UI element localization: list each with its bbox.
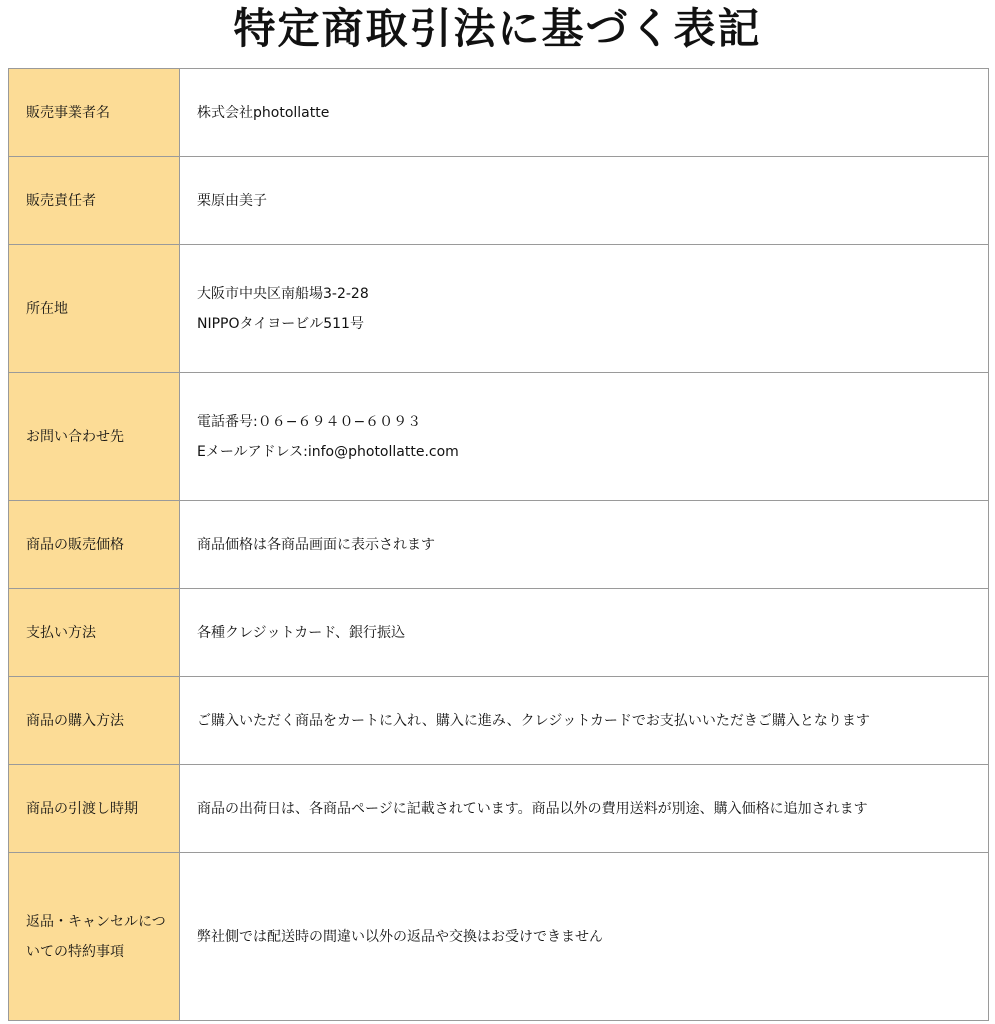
value-line: 栗原由美子 — [197, 192, 267, 209]
row-label-price: 商品の販売価格 — [9, 501, 180, 589]
value-line: 商品の出荷日は、各商品ページに記載されています。商品以外の費用送料が別途、購入価格に追加されます — [197, 800, 868, 817]
row-label-address: 所在地 — [9, 245, 180, 373]
value-line: 各種クレジットカード、銀行振込 — [197, 624, 405, 641]
row-label-payment: 支払い方法 — [9, 589, 180, 677]
row-value-address — [180, 245, 989, 373]
row-label-delivery: 商品の引渡し時期 — [9, 765, 180, 853]
table-row — [9, 853, 989, 1021]
value-line: NIPPOタイヨービル511号 — [197, 315, 364, 332]
value-line: 株式会社photollatte — [197, 104, 330, 121]
value-line: ご購入いただく商品をカートに入れ、購入に進み、クレジットカードでお支払いいただきご購入となります — [197, 712, 870, 729]
row-value-returns — [180, 853, 989, 1021]
table-row — [9, 245, 989, 373]
row-value-delivery — [180, 765, 989, 853]
phone-line: 電話番号:０６−６９４０−６０９３ — [197, 413, 422, 430]
row-value-seller-name — [180, 69, 989, 157]
value-line: 弊社側では配送時の間違い以外の返品や交換はお受けできません — [197, 928, 603, 945]
table-row — [9, 589, 989, 677]
row-label-seller-name: 販売事業者名 — [9, 69, 180, 157]
row-label-contact: お問い合わせ先 — [9, 373, 180, 501]
row-value-contact — [180, 373, 989, 501]
row-value-purchase-method — [180, 677, 989, 765]
table-row — [9, 677, 989, 765]
row-label-purchase-method: 商品の購入方法 — [9, 677, 180, 765]
row-label-returns: 返品・キャンセルについての特約事項 — [9, 853, 180, 1021]
row-value-price — [180, 501, 989, 589]
row-value-payment — [180, 589, 989, 677]
table-row — [9, 373, 989, 501]
table-row — [9, 69, 989, 157]
row-label-responsible-person: 販売責任者 — [9, 157, 180, 245]
table-row — [9, 157, 989, 245]
disclosure-table — [8, 68, 989, 1021]
email-line[interactable]: Eメールアドレス:info@photollatte.com — [197, 443, 459, 460]
table-row — [9, 765, 989, 853]
page-title: 特定商取引法に基づく表記 — [233, 4, 762, 53]
value-line: 商品価格は各商品画面に表示されます — [197, 536, 435, 553]
value-line: 大阪市中央区南船場3-2-28 — [197, 285, 369, 302]
row-value-responsible-person — [180, 157, 989, 245]
table-row — [9, 501, 989, 589]
